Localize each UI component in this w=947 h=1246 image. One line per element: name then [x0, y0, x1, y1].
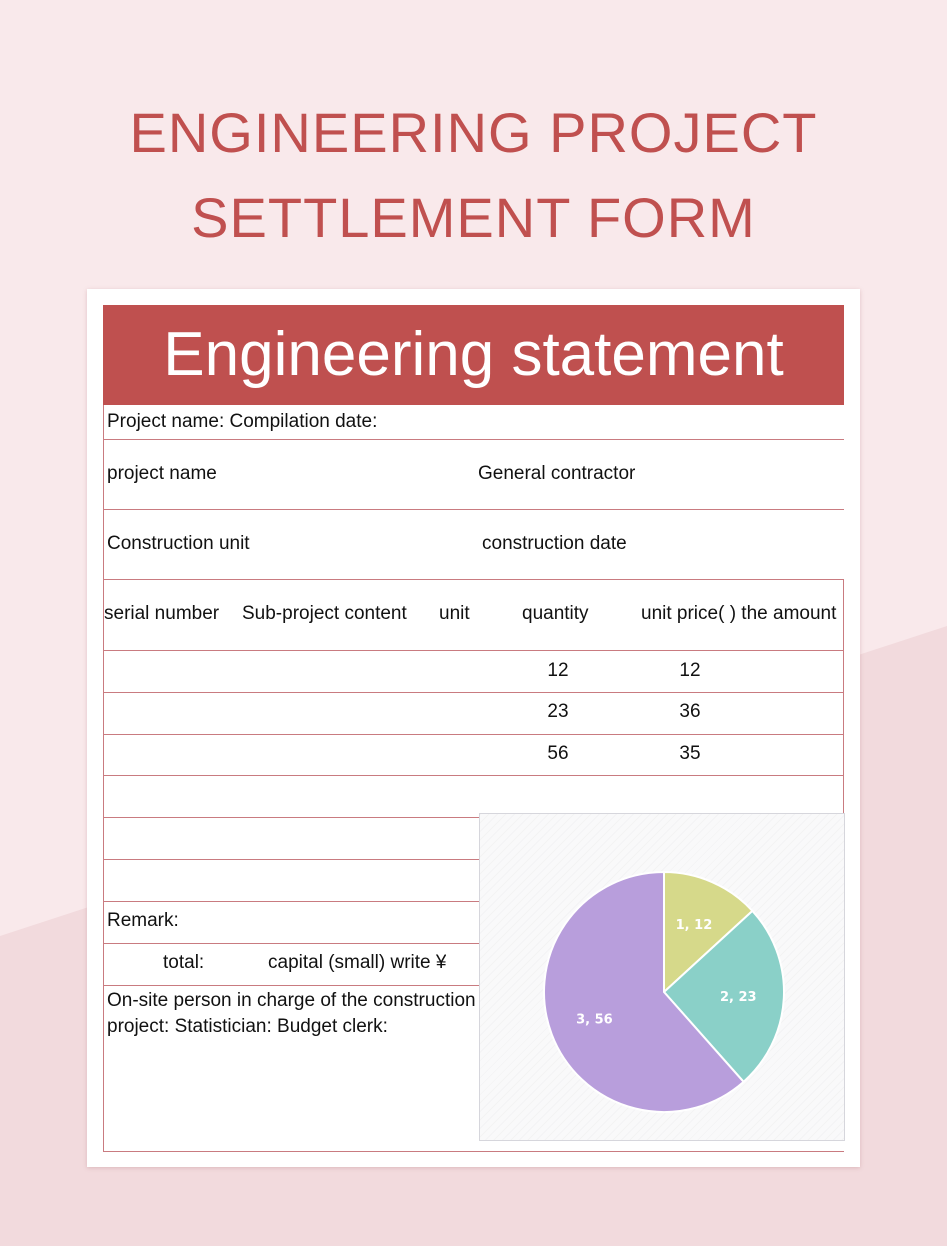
pie-chart: [479, 813, 845, 1141]
pie-chart-canvas: [480, 814, 844, 1140]
header-unit: unit: [439, 603, 470, 624]
row-3-quantity: 56: [547, 743, 569, 764]
row-2-quantity: 23: [547, 701, 569, 722]
settlement-sheet: [87, 289, 860, 1167]
grid-line: [103, 692, 844, 693]
signoff-line-1: On-site person in charge of the construction: [107, 990, 476, 1011]
grid-line: [103, 775, 844, 776]
meta-line: Project name: Compilation date:: [107, 411, 378, 432]
total-label: total:: [163, 952, 205, 973]
header-unit-price-amount: unit price( ) the amount: [641, 603, 837, 624]
statement-banner: Engineering statement: [103, 305, 844, 405]
header-quantity: quantity: [522, 603, 589, 624]
grid-line: [103, 1151, 844, 1152]
grid-line: [103, 439, 844, 440]
page-title-line-1: ENGINEERING PROJECT: [129, 101, 818, 164]
construction-date-label: construction date: [482, 533, 627, 554]
remark-label: Remark:: [107, 910, 179, 931]
row-3-unit-price: 35: [679, 743, 701, 764]
pie-label-3: 3, 56: [576, 1012, 613, 1028]
pie-label-2: 2, 23: [719, 989, 757, 1005]
grid-line: [103, 405, 104, 1152]
page-title-line-2: SETTLEMENT FORM: [191, 186, 756, 249]
construction-unit-label: Construction unit: [107, 533, 250, 554]
general-contractor-label: General contractor: [478, 463, 636, 484]
grid-line: [103, 734, 844, 735]
row-1-unit-price: 12: [679, 660, 701, 681]
signoff-line-2: project: Statistician: Budget clerk:: [107, 1016, 388, 1037]
project-name-label: project name: [107, 463, 217, 484]
grid-line: [103, 579, 844, 580]
header-sub-project-content: Sub-project content: [242, 603, 407, 624]
pie-label-1: 1, 12: [675, 917, 713, 933]
capital-label: capital (small) write ¥: [268, 952, 447, 973]
header-serial-number: serial number: [104, 603, 220, 624]
grid-line: [103, 509, 844, 510]
grid-line: [103, 650, 844, 651]
row-1-quantity: 12: [547, 660, 569, 681]
row-2-unit-price: 36: [679, 701, 701, 722]
